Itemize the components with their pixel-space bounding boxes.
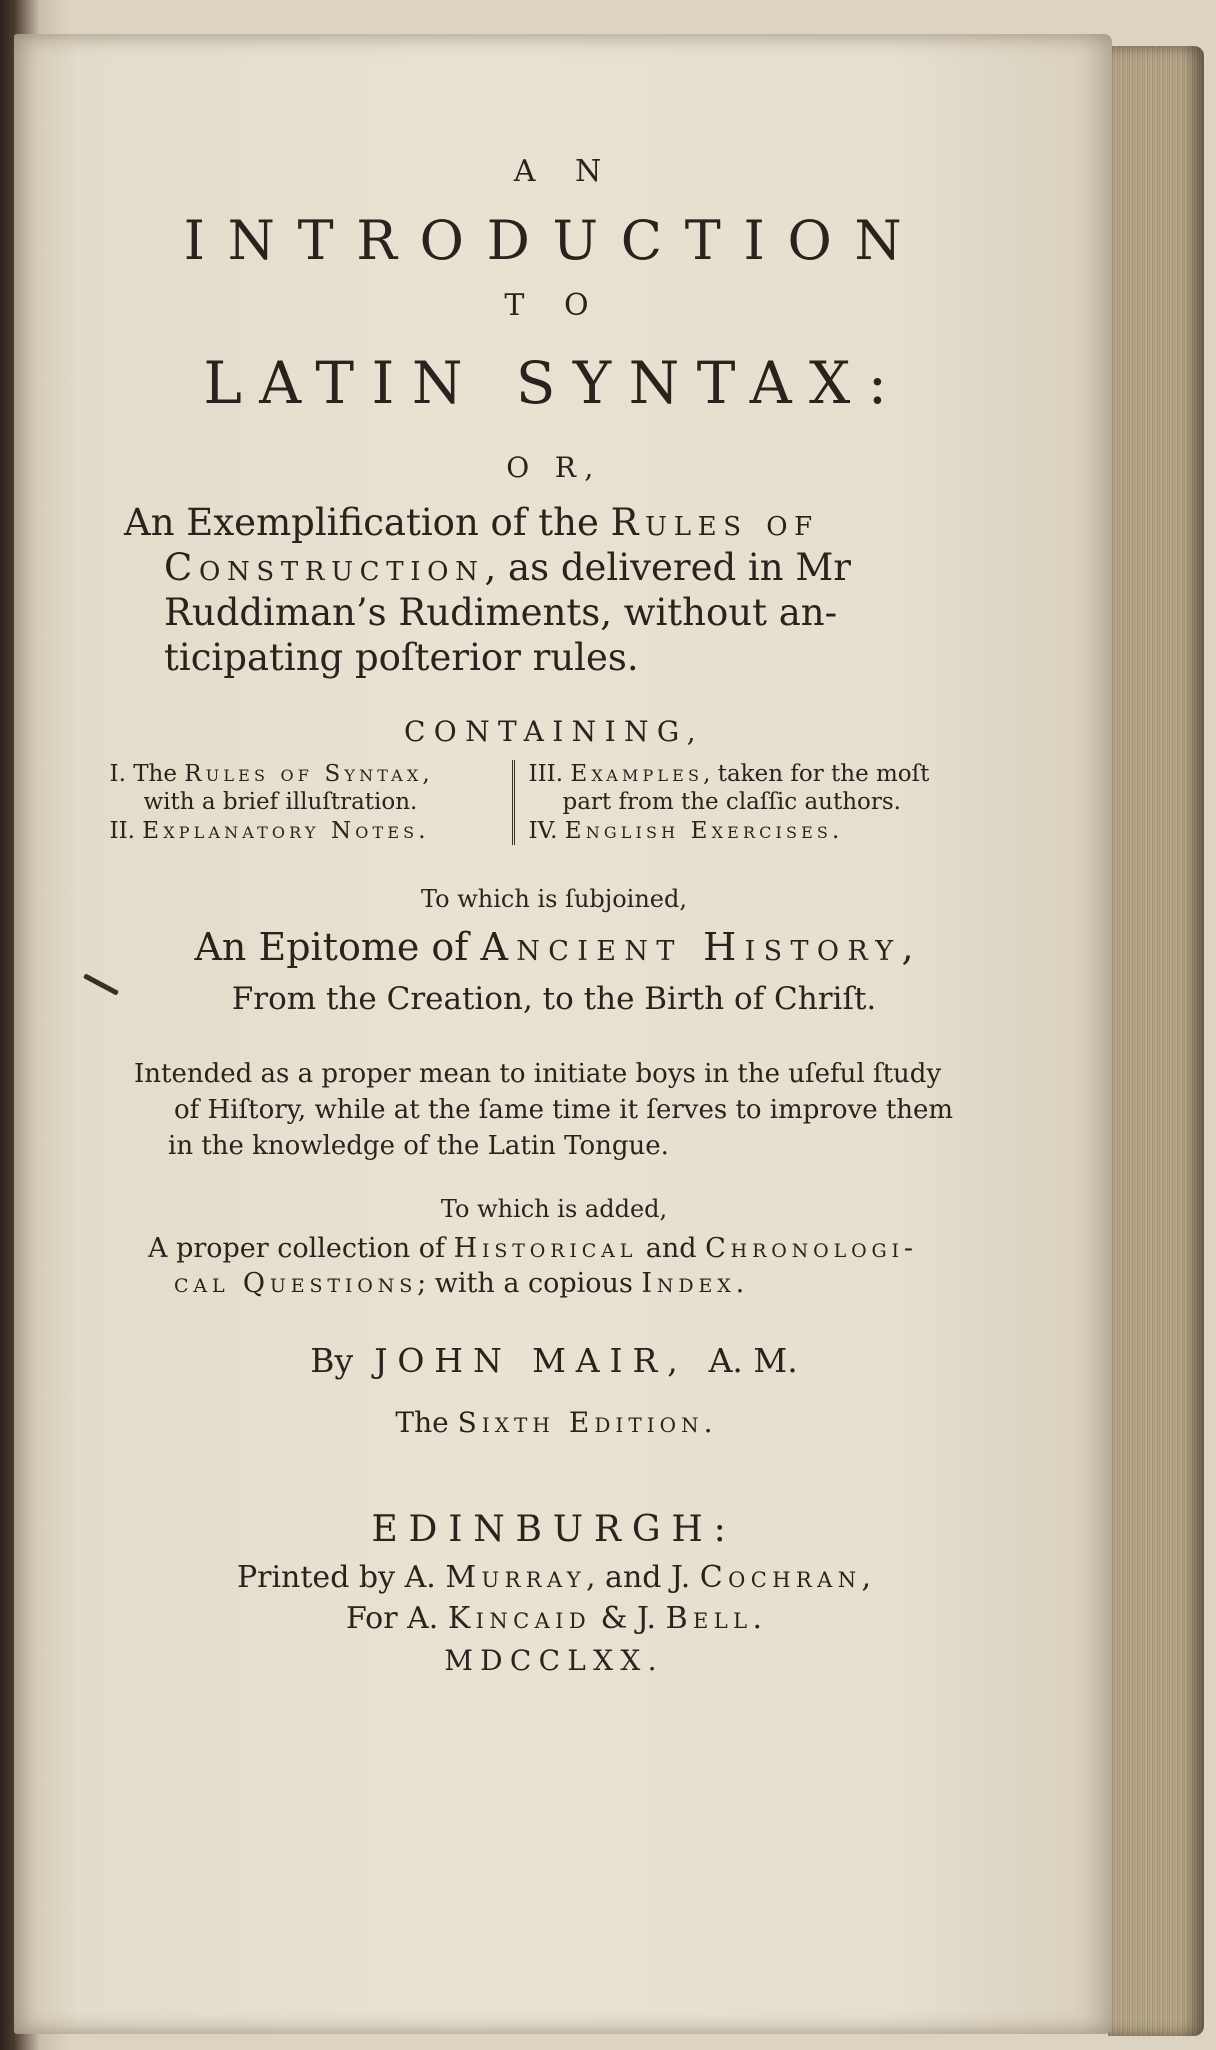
contents-item: part from the claſſic authors. — [562, 789, 901, 816]
subtitle — [104, 500, 994, 681]
title-or: O R, — [506, 451, 602, 484]
title-page — [14, 34, 1112, 2034]
imprint-date: MDCCLXX. — [444, 1643, 664, 1677]
subtitle-text: An Exemplification of the — [124, 501, 611, 544]
questions-text: . — [735, 1267, 745, 1299]
edition-text: The — [395, 1405, 458, 1439]
imprint-text: Printed by A. — [236, 1559, 446, 1595]
author-line — [104, 1341, 1004, 1380]
subtitle-caps: Rules of — [610, 501, 819, 544]
questions-caps: cal Questions — [174, 1267, 418, 1299]
questions-caps: Chronologi- — [705, 1232, 918, 1264]
questions-caps: Historical — [453, 1232, 638, 1264]
questions-text: A proper collection of — [148, 1232, 454, 1264]
contents-item — [529, 760, 999, 789]
contents-item: with a brief illuſtration. — [143, 789, 418, 816]
contents-item — [110, 760, 498, 789]
subtitle-line-2 — [124, 545, 994, 590]
title-page-text — [104, 154, 1004, 1677]
contents-text: II. — [109, 817, 143, 844]
page-fore-edge — [1108, 46, 1204, 2036]
title-to: T O — [504, 288, 604, 323]
creation-line: From the Creation, to the Birth of Chriſt. — [231, 981, 877, 1018]
contents-text: , — [422, 760, 430, 787]
imprint-city: EDINBURGH: — [371, 1508, 737, 1550]
questions-text: ; with a copious — [417, 1267, 642, 1299]
edition-caps: Sixth Edition — [457, 1405, 704, 1439]
contents-text: IV. — [528, 817, 565, 844]
subtitle-line-3: Ruddiman’s Rudiments, without an- — [164, 591, 838, 635]
epitome-text: , — [901, 925, 914, 970]
questions-line-2 — [148, 1266, 1004, 1301]
questions-line-1 — [148, 1231, 1004, 1266]
imprint-caps: Murray — [445, 1559, 586, 1595]
title-latin-syntax: LATIN SYNTAX: — [203, 349, 905, 417]
questions-paragraph — [104, 1231, 1004, 1301]
containing-heading: CONTAINING, — [403, 714, 705, 748]
subtitle-text: , as delivered in Mr — [484, 546, 851, 590]
contents-right-column — [515, 760, 999, 846]
epitome-text: An Epitome of — [194, 925, 481, 970]
contents-caps: English Exercises — [564, 817, 832, 844]
edition-text: . — [703, 1405, 713, 1439]
edition-line — [104, 1406, 1004, 1439]
imprint-caps: Kincaid — [447, 1600, 592, 1636]
contents-text: , taken for the moſt — [703, 760, 930, 787]
title-an: A N — [513, 154, 617, 189]
epitome-line — [104, 925, 1004, 969]
epitome-caps: Ancient History — [480, 925, 902, 970]
imprint-text: . — [752, 1600, 763, 1636]
contents-item — [110, 817, 498, 846]
author-by: By — [310, 1340, 354, 1380]
imprint-text: , — [861, 1559, 872, 1595]
intended-paragraph — [104, 1057, 1004, 1165]
contents-left-column — [110, 760, 515, 846]
questions-text: and — [637, 1232, 706, 1264]
imprint-text: & J. — [591, 1600, 666, 1636]
contents-caps: Examples — [570, 760, 704, 787]
contents-text: I. The — [109, 760, 185, 787]
imprint-text: , and J. — [585, 1559, 700, 1595]
subtitle-line-4: ticipating poſterior rules. — [164, 636, 639, 680]
contents-text: . — [832, 817, 840, 844]
contents-list — [104, 760, 1004, 846]
contents-caps: Rules of Syntax — [184, 760, 423, 787]
contents-text: . — [418, 817, 426, 844]
imprint-printer — [104, 1560, 1004, 1595]
questions-caps: Index — [641, 1267, 736, 1299]
subjoined-line: To which is ſubjoined, — [421, 885, 687, 914]
contents-caps: Explanatory Notes — [142, 817, 419, 844]
title-introduction: INTRODUCTION — [183, 209, 925, 272]
intended-line-2: of Hiſtory, while at the ſame time it ſerves to improve them — [174, 1094, 954, 1125]
imprint-text: For A. — [345, 1600, 448, 1636]
contents-text: III. — [528, 760, 571, 787]
imprint-caps: Bell — [665, 1600, 753, 1636]
added-line: To which is added, — [440, 1194, 668, 1223]
subtitle-line-1 — [124, 500, 994, 545]
imprint-bookseller — [104, 1601, 1004, 1636]
contents-item — [529, 817, 999, 846]
imprint-caps: Cochran — [699, 1559, 862, 1595]
author-name: JOHN MAIR, — [374, 1340, 688, 1380]
intended-line-3: in the knowledge of the Latin Tongue. — [168, 1130, 669, 1161]
author-degree: A. M. — [708, 1340, 798, 1380]
subtitle-caps: Construction — [164, 546, 485, 590]
intended-line-1: Intended as a proper mean to initiate boys in the uſeful ſtudy — [134, 1059, 942, 1090]
